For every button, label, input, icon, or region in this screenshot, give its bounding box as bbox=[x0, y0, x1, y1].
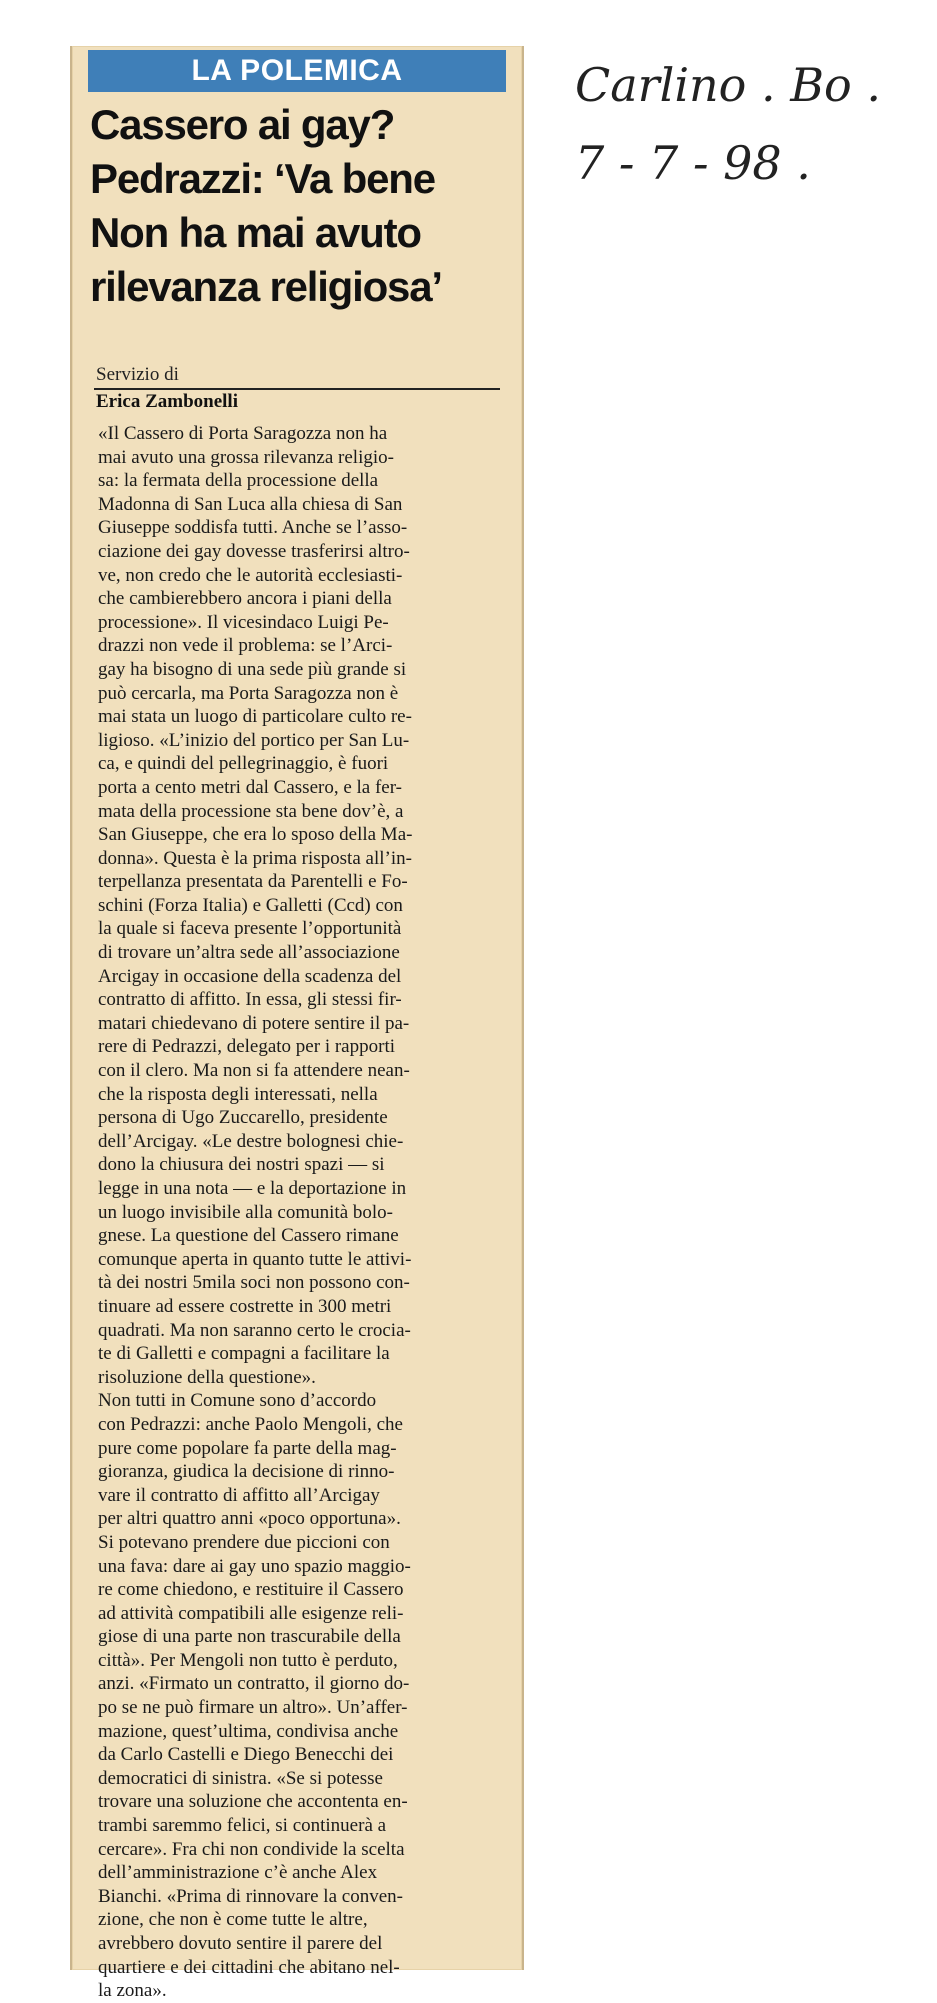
body-line: Giuseppe soddisfa tutti. Anche se l’asso- bbox=[98, 517, 408, 539]
body-line: la zona». bbox=[98, 1980, 167, 2002]
body-line: con il clero. Ma non si fa attendere nean- bbox=[98, 1060, 410, 1082]
article-body bbox=[98, 422, 508, 2003]
byline-divider bbox=[94, 388, 500, 390]
byline-prefix: Servizio di bbox=[96, 364, 179, 385]
body-line: di trovare un’altra sede all’associazione bbox=[98, 942, 400, 964]
body-line: schini (Forza Italia) e Galletti (Ccd) con bbox=[98, 894, 403, 916]
body-line: giose di una parte non trascurabile della bbox=[98, 1626, 401, 1648]
body-line: processione». Il vicesindaco Luigi Pe- bbox=[98, 611, 389, 633]
body-line: pure come popolare fa parte della mag- bbox=[98, 1437, 397, 1459]
body-line: cercare». Fra chi non condivide la scelta bbox=[98, 1838, 405, 1860]
section-kicker: LA POLEMICA bbox=[88, 50, 506, 92]
body-line: quartiere e dei cittadini che abitano nel- bbox=[98, 1956, 400, 1978]
body-line: mazione, quest’ultima, condivisa anche bbox=[98, 1720, 399, 1742]
body-line: che la risposta degli interessati, nella bbox=[98, 1083, 378, 1105]
body-line: mata della processione sta bene dov’è, a bbox=[98, 800, 404, 822]
body-line: trovare una soluzione che accontenta en- bbox=[98, 1791, 408, 1813]
body-line: può cercarla, ma Porta Saragozza non è bbox=[98, 682, 399, 704]
body-line: sa: la fermata della processione della bbox=[98, 470, 379, 492]
body-line: ca, e quindi del pellegrinaggio, è fuori bbox=[98, 753, 389, 775]
body-line: contratto di affitto. In essa, gli stessi fir- bbox=[98, 989, 402, 1011]
headline-line: Non ha mai avuto bbox=[90, 209, 421, 256]
body-line: per altri quattro anni «poco opportuna». bbox=[98, 1508, 401, 1530]
body-line: da Carlo Castelli e Diego Benecchi dei bbox=[98, 1744, 394, 1766]
body-line: mai avuto una grossa rilevanza religio- bbox=[98, 446, 394, 468]
body-line: te di Galletti e compagni a facilitare la bbox=[98, 1343, 390, 1365]
body-line: ad attività compatibili alle esigenze reli- bbox=[98, 1602, 404, 1624]
body-line: persona di Ugo Zuccarello, presidente bbox=[98, 1107, 388, 1129]
body-line: comunque aperta in quanto tutte le attivi- bbox=[98, 1248, 412, 1270]
body-line: re come chiedono, e restituire il Cassero bbox=[98, 1579, 404, 1601]
body-line: un luogo invisibile alla comunità bolo- bbox=[98, 1201, 393, 1223]
body-line: dono la chiusura dei nostri spazi — si bbox=[98, 1154, 385, 1176]
body-line: «Il Cassero di Porta Saragozza non ha bbox=[98, 423, 388, 444]
body-line: Arcigay in occasione della scadenza del bbox=[98, 965, 402, 987]
body-line: ve, non credo che le autorità ecclesiasti- bbox=[98, 564, 403, 586]
headline-line: rilevanza religiosa’ bbox=[90, 263, 442, 310]
body-line: matari chiedevano di potere sentire il pa- bbox=[98, 1012, 410, 1034]
body-line: rere di Pedrazzi, delegato per i rapporti bbox=[98, 1036, 395, 1058]
body-line: avrebbero dovuto sentire il parere del bbox=[98, 1933, 383, 1954]
body-line: terpellanza presentata da Parentelli e Fo- bbox=[98, 871, 408, 893]
body-line: risoluzione della questione». bbox=[98, 1366, 316, 1388]
body-line: dell’Arcigay. «Le destre bolognesi chie- bbox=[98, 1130, 404, 1152]
body-line: Si potevano prendere due piccioni con bbox=[98, 1531, 390, 1553]
handwritten-source-note: Carlino . Bo . bbox=[575, 58, 881, 112]
body-line: dell’amministrazione c’è anche Alex bbox=[98, 1862, 378, 1884]
body-line: che cambierebbero ancora i piani della bbox=[98, 588, 392, 610]
headline-line: Cassero ai gay? bbox=[90, 101, 395, 148]
body-line: con Pedrazzi: anche Paolo Mengoli, che bbox=[98, 1413, 403, 1435]
body-line: la quale si faceva presente l’opportunità bbox=[98, 918, 402, 940]
body-line: gnese. La questione del Cassero rimane bbox=[98, 1225, 399, 1247]
body-line: San Giuseppe, che era lo sposo della Ma- bbox=[98, 824, 413, 846]
body-line: Non tutti in Comune sono d’accordo bbox=[98, 1390, 377, 1412]
body-line: mai stata un luogo di particolare culto re- bbox=[98, 706, 412, 728]
handwritten-date-note: 7 - 7 - 98 . bbox=[575, 136, 811, 190]
body-line: zione, che non è come tutte le altre, bbox=[98, 1909, 368, 1931]
headline-line: Pedrazzi: ‘Va bene bbox=[90, 155, 435, 202]
body-line: gioranza, giudica la decisione di rinno- bbox=[98, 1461, 395, 1483]
body-line: legge in una nota — e la deportazione in bbox=[98, 1178, 407, 1199]
body-line: porta a cento metri dal Cassero, e la fer- bbox=[98, 776, 403, 798]
body-line: vare il contratto di affitto all’Arcigay bbox=[98, 1484, 380, 1506]
byline-author: Erica Zambonelli bbox=[96, 391, 238, 412]
body-line: una fava: dare ai gay uno spazio maggio- bbox=[98, 1555, 411, 1577]
body-line: po se ne può firmare un altro». Un’affer- bbox=[98, 1697, 408, 1719]
body-line: trambi saremmo felici, si continuerà a bbox=[98, 1815, 387, 1837]
body-line: ciazione dei gay dovesse trasferirsi altro- bbox=[98, 540, 410, 562]
body-line: donna». Questa è la prima risposta all’in- bbox=[98, 847, 412, 869]
body-line: Bianchi. «Prima di rinnovare la conven- bbox=[98, 1885, 403, 1907]
body-line: ligioso. «L’inizio del portico per San Lu- bbox=[98, 729, 410, 751]
body-line: città». Per Mengoli non tutto è perduto, bbox=[98, 1649, 398, 1671]
headline bbox=[90, 98, 520, 314]
newspaper-clipping bbox=[70, 46, 524, 2002]
body-line: Madonna di San Luca alla chiesa di San bbox=[98, 493, 403, 515]
body-line: democratici di sinistra. «Se si potesse bbox=[98, 1767, 383, 1789]
body-line: tinuare ad essere costrette in 300 metri bbox=[98, 1295, 392, 1317]
body-line: anzi. «Firmato un contratto, il giorno do- bbox=[98, 1673, 410, 1695]
body-line: drazzi non vede il problema: se l’Arci- bbox=[98, 635, 393, 657]
body-line: tà dei nostri 5mila soci non possono con- bbox=[98, 1272, 410, 1294]
body-line: gay ha bisogno di una sede più grande si bbox=[98, 658, 407, 680]
body-line: quadrati. Ma non saranno certo le crocia- bbox=[98, 1319, 411, 1341]
